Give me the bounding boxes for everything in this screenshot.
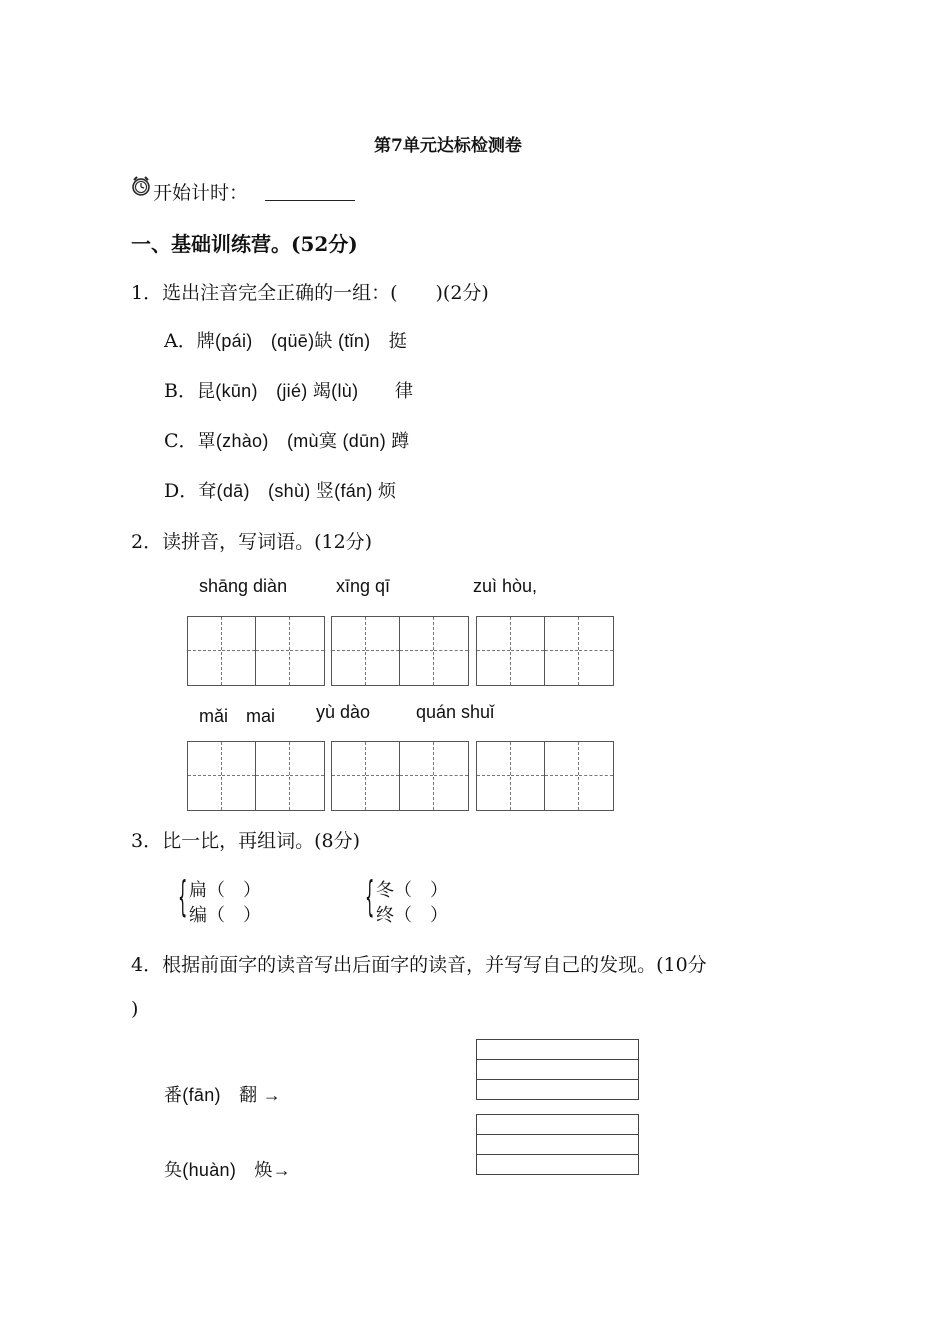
answer-lines[interactable] bbox=[476, 1114, 639, 1175]
writing-grid[interactable] bbox=[187, 741, 325, 811]
option-text: 牌(pái) (qüē)缺 (tǐn) 挺 bbox=[196, 331, 408, 351]
question-1-prompt: 1．选出注音完全正确的一组：( )(2分) bbox=[131, 282, 489, 304]
option-b[interactable] bbox=[164, 376, 413, 403]
writing-grid[interactable] bbox=[187, 616, 325, 686]
timer-blank[interactable] bbox=[265, 200, 355, 201]
option-letter: A． bbox=[164, 330, 197, 352]
answer-lines[interactable] bbox=[476, 1039, 639, 1100]
pinyin-word: zuì hòu, bbox=[473, 576, 538, 596]
compare-item[interactable]: 编（ ） bbox=[189, 905, 261, 926]
reading-item-text: 奂(huàn) 焕→ bbox=[164, 1160, 292, 1180]
writing-grid[interactable] bbox=[331, 741, 469, 811]
option-text: 耷(dā) (shù) 竖(fán) 烦 bbox=[198, 481, 397, 501]
option-a[interactable] bbox=[164, 326, 407, 353]
pinyin-word: shāng diàn bbox=[199, 576, 288, 596]
option-text: 昆(kūn) (jié) 竭(lù) 律 bbox=[196, 381, 414, 401]
compare-item[interactable]: 终（ ） bbox=[376, 905, 448, 926]
question-2-prompt: 2．读拼音，写词语。(12分) bbox=[131, 531, 373, 553]
question-4-prompt-end: ) bbox=[131, 998, 139, 1020]
pinyin-word: xīng qī bbox=[336, 576, 391, 596]
writing-grid[interactable] bbox=[331, 616, 469, 686]
pinyin-row-2 bbox=[0, 702, 950, 726]
writing-grid[interactable] bbox=[476, 741, 614, 811]
pinyin-word: mǎi mai bbox=[199, 706, 276, 726]
option-letter: D． bbox=[164, 480, 199, 502]
pinyin-word: yù dào bbox=[316, 702, 371, 722]
option-c[interactable] bbox=[164, 426, 410, 453]
alarm-clock-icon bbox=[131, 175, 151, 197]
writing-grid[interactable] bbox=[476, 616, 614, 686]
page-title: 第7单元达标检测卷 bbox=[374, 136, 522, 156]
option-text: 罩(zhào) (mù寞 (dūn) 蹲 bbox=[197, 431, 410, 451]
left-brace-icon: { bbox=[365, 872, 375, 921]
reading-item-text: 番(fān) 翻 → bbox=[164, 1085, 282, 1105]
option-letter: C． bbox=[164, 430, 198, 452]
question-3-prompt: 3．比一比，再组词。(8分) bbox=[131, 830, 361, 852]
option-d[interactable] bbox=[164, 476, 396, 503]
section-heading: 一、基础训练营。(52分) bbox=[131, 232, 358, 256]
option-letter: B． bbox=[164, 380, 197, 402]
reading-item bbox=[164, 1156, 291, 1182]
compare-item[interactable]: 扁（ ） bbox=[189, 880, 261, 901]
reading-item bbox=[164, 1081, 281, 1107]
timer-label: 开始计时： bbox=[153, 182, 249, 204]
pinyin-word: quán shuǐ bbox=[416, 702, 495, 722]
pinyin-row-1 bbox=[0, 576, 950, 600]
compare-item[interactable]: 冬（ ） bbox=[376, 880, 448, 901]
left-brace-icon: { bbox=[178, 872, 188, 921]
question-4-prompt: 4．根据前面字的读音写出后面字的读音，并写写自己的发现。(10分 bbox=[131, 954, 707, 976]
